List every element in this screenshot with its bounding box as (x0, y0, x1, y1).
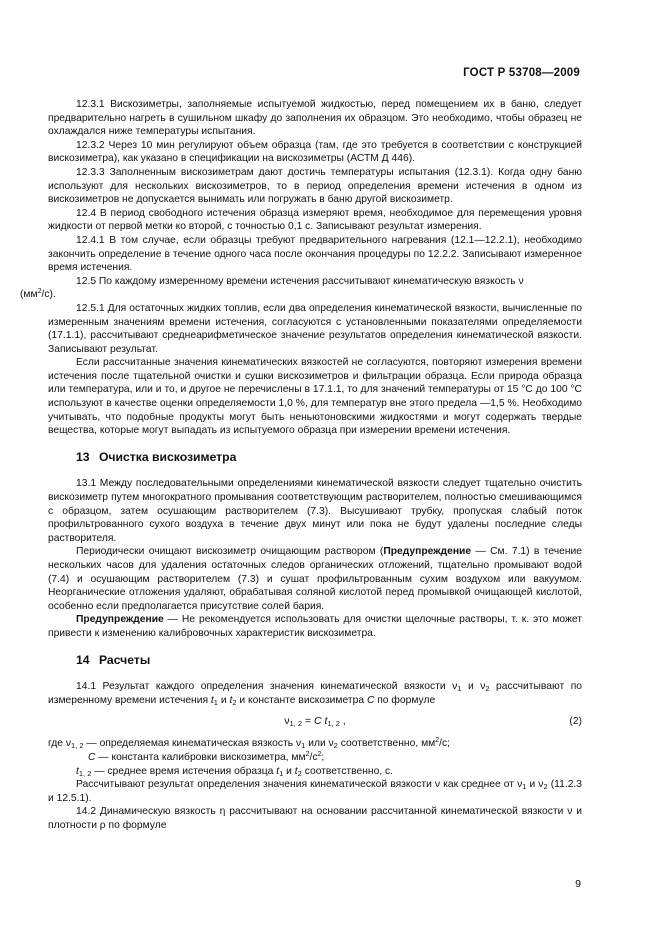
section-13-number: 13 (76, 449, 90, 464)
p14-1-c: рассчитывают по измеренному времени истечения (48, 681, 583, 706)
formula-equals: = (302, 715, 314, 728)
where-1-e: /с; (439, 738, 451, 750)
paragraph-12-3-1: 12.3.1 Вискозиметры, заполняемые испытуемой жидкостью, перед помещением их в баню, следует предварительно нагреть в сушильном шкафу до заполнения их образцом. Это необходимо, чтобы образец не охлаждался ниже температуры испытания. (48, 99, 582, 138)
t-var-2: t (229, 694, 233, 706)
where-2-sup2: 2 (317, 750, 322, 758)
sub-2: 2 (485, 684, 490, 694)
page-number: 9 (575, 878, 581, 890)
formula-t-sub: 1, 2 (327, 719, 340, 729)
where-line-2 (88, 751, 582, 765)
where-3-t2: t (294, 765, 298, 777)
paragraph-12-5-text: 12.5 По каждому измеренному времени истечения рассчитывают кинематическую вязкость ν (76, 275, 524, 287)
result-s1: 1 (522, 782, 527, 792)
unit-pre: (мм (20, 289, 38, 301)
where-2-text: — константа калибровки вискозиметра, мм (95, 751, 306, 763)
c-var: C (366, 694, 375, 706)
result-s2: 2 (543, 782, 548, 792)
result-b: и ν (526, 779, 544, 791)
formula-c: C (313, 715, 322, 728)
where-1-d: соответственно, мм (337, 738, 436, 750)
p13-2-pre: Периодически очищают вискозиметр очищающим раствором ( (76, 546, 384, 558)
formula-2 (48, 711, 582, 737)
paragraph-14-1-result (48, 778, 582, 805)
formula-expression (48, 715, 582, 729)
paragraph-14-1 (48, 680, 582, 707)
where-2-sup: 2 (305, 750, 310, 758)
paragraph-12-3-3: 12.3.3 Заполненным вискозиметрам дают достичь температуры испытания (12.3.1). Когда одну баню используют для нескольких вискозиметров, то в период определения времени истечения в одном из вискозиметров не допускается вынимать или погружать в баню другой вискозиметр. (48, 166, 582, 206)
where-1-s2: 2 (333, 741, 338, 751)
where-1-sup: 2 (435, 737, 440, 745)
where-line-1 (48, 737, 582, 751)
formula-t: t (321, 715, 328, 728)
unit-line (20, 288, 56, 302)
sub-t2: 2 (232, 697, 237, 707)
sub-t1: 1 (213, 697, 218, 707)
where-3-t: t (76, 765, 79, 777)
section-14-number: 14 (76, 652, 90, 667)
where-3-text: — среднее время истечения образца (91, 765, 277, 777)
t-var-1: t (210, 694, 214, 706)
where-2-c: C (88, 751, 96, 763)
section-13-title: Очистка вискозиметра (98, 449, 237, 464)
sub-1: 1 (457, 684, 462, 694)
paragraph-12-5-1-continued: Если рассчитанные значения кинематических вязкостей не согласуются, повторяют измерения времени истечения после тщательной очистки и сушки вискозиметров и фильтрации образца. Если природа образца или температура, или и то, и другое не перечислены в 17.1.1, то для значений температуры от 15 °С до 100 °С используют в качестве оценки определяемости 1,0 %, для температур вне этого предела —1,5 %. Необходимо учитывать, что подобные продукты могут быть неньютоновскими жидкостями и могут содержать твердые вещества, которые могут выпадать из испытуемого образца при измерении времени истечения. (48, 357, 582, 437)
formula-comma: , (339, 715, 346, 728)
p14-1-a: 14.1 Результат каждого определения значения кинематической вязкости ν (76, 681, 458, 693)
section-14-title: Расчеты (98, 652, 151, 667)
paragraph-12-3-2: 12.3.2 Через 10 мин регулируют объем образца (там, где это требуется в соответствии с конструкцией вискозиметра), как указано в спецификации на вискозиметры (АСТМ Д 446). (48, 139, 582, 165)
p14-1-b: и ν (461, 681, 486, 693)
warning-text: — Не рекомендуется использовать для очистки щелочные растворы, т. к. это может привести к изменению калибровочных характеристик вискозиметра. (48, 614, 582, 639)
paragraph-14-2: 14.2 Динамическую вязкость η рассчитывают на основании рассчитанной кинематической вязкости ν и плотности ρ по формуле (48, 806, 582, 831)
formula-nu: ν (284, 715, 290, 728)
where-2-end: /с (309, 751, 318, 763)
where-1-a: где ν (48, 738, 72, 750)
where-3-s1: 1 (279, 768, 284, 778)
p13-2-warning-word: Предупреждение (383, 546, 472, 558)
paragraph-12-5-1: 12.5.1 Для остаточных жидких топлив, если два определения кинематической вязкости, вычисленные по измеренным значениям времени истечения, согласуются с установленными показателями определяемости (17.1.1), рассчитывают среднеарифметическое значение результатов определения кинематической вязкости. Записывают результат. (48, 302, 582, 355)
p14-1-e: и константе вискозиметра (236, 694, 367, 706)
where-1-b: — определяемая кинематическая вязкость ν (83, 738, 302, 750)
paragraph-12-5 (20, 275, 582, 302)
unit-sup: 2 (37, 288, 42, 296)
result-c: (11.2.3 и 12.5.1). (48, 779, 583, 804)
where-1-sub: 1, 2 (71, 741, 84, 751)
paragraph-13-2 (48, 545, 582, 613)
where-3-s2: 2 (297, 768, 302, 778)
section-13-heading (76, 451, 582, 465)
p14-1-d: и (217, 694, 230, 706)
result-a: Рассчитывают результат определения значения кинематической вязкости ν как среднее от ν (76, 779, 523, 791)
where-3-end: соответственно, с. (301, 765, 394, 777)
where-1-c: или ν (305, 738, 334, 750)
p14-1-f: по формуле (374, 694, 436, 706)
unit-post: /с). (41, 289, 56, 301)
where-2-semicolon: ; (321, 751, 325, 763)
formula-number: (2) (569, 716, 582, 728)
paragraph-warning (48, 613, 582, 640)
section-14-heading (76, 654, 582, 668)
p13-2-post: — См. 7.1) в течение нескольких часов для удаления остаточных следов органических отложений, тщательно промывают водой (7.4) и осушающим растворителем (7.3) и сушат профильтрованным сухим воздухом или вакуумом. Неорганические отложения удаляют, обрабатывая соляной кислотой перед промывкой очищающей кислотой, особенно если предполагается присутствие солей бария. (48, 546, 582, 612)
where-1-s1: 1 (301, 741, 306, 751)
warning-word: Предупреждение (76, 614, 164, 626)
standard-code: ГОСТ Р 53708—2009 (463, 67, 580, 79)
where-3-t1: t (276, 765, 280, 777)
paragraph-12-4: 12.4 В период свободного истечения образца измеряют время, необходимое для перемещения уровня жидкости от первой метки ко второй, с точностью 0,1 с. Записывают результат измерения. (48, 207, 582, 233)
document-body (20, 98, 583, 833)
paragraph-13-1: 13.1 Между последовательными определениями кинематической вязкости следует тщательно очистить вискозиметр путем многократного промывания соответствующим растворителем, полностью смешивающимся с образцом, затем осушающим растворителем (7.3). Высушивают трубку, пропуская слабый поток профильтрованного сухого воздуха в течение двух минут или пока не будут удалены последние следы растворителя. (48, 478, 582, 544)
where-line-3 (76, 765, 582, 779)
formula-nu-sub: 1, 2 (289, 719, 302, 729)
where-3-and: и (283, 765, 295, 777)
paragraph-12-4-1: 12.4.1 В том случае, если образцы требуют предварительного нагревания (12.1—12.2.1), необходимо закончить определение в течение одного часа после окончания процедуры по 12.2.2. Записывают измеренное время истечения. (48, 234, 582, 274)
where-3-sub: 1, 2 (78, 768, 92, 778)
